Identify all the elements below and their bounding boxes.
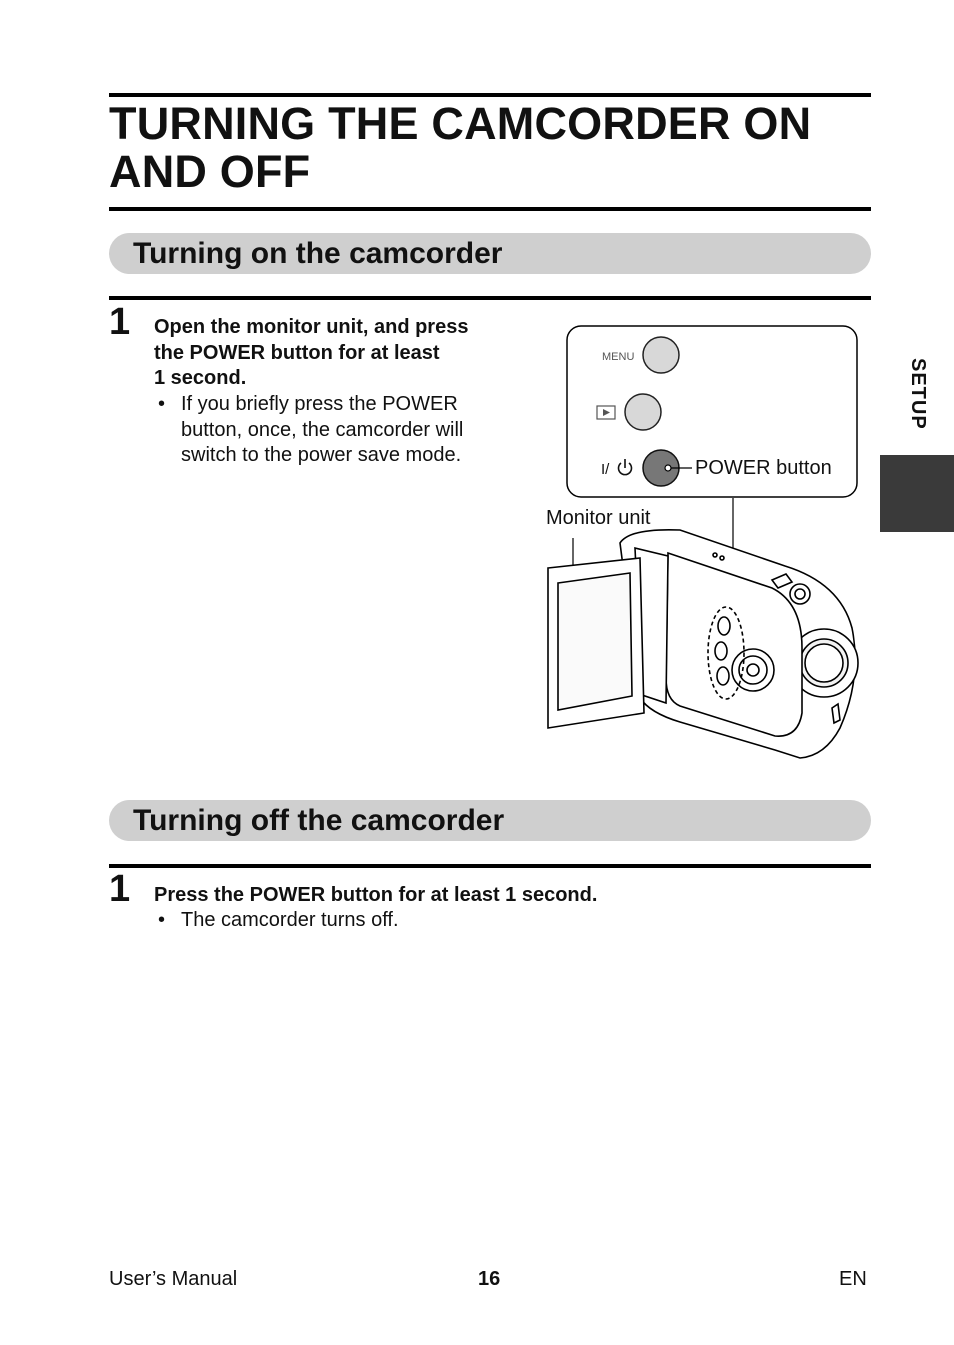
bullet-text <box>181 392 463 469</box>
page-number: 16 <box>478 1268 501 1290</box>
bullet-line: If you briefly press the POWER <box>181 393 458 415</box>
bullet-line: The camcorder turns off. <box>181 909 399 931</box>
title-bottom-rule <box>109 207 871 211</box>
instruction-line: the POWER button for at least <box>154 341 440 364</box>
playback-icon <box>597 406 615 419</box>
page-title-line-2: AND OFF <box>109 146 311 197</box>
step-number: 1 <box>109 868 131 910</box>
step-rule <box>109 296 871 300</box>
menu-label: MENU <box>602 351 635 363</box>
page-title-line-1: TURNING THE CAMCORDER ON <box>109 98 812 149</box>
power-symbol-label: I/ <box>601 461 610 478</box>
section-heading-text: Turning off the camcorder <box>133 804 505 837</box>
playback-button-icon <box>625 394 661 430</box>
section-heading-turning-off <box>109 800 871 841</box>
footer-right: EN <box>839 1268 867 1290</box>
instruction-line: Press the POWER button for at least 1 second. <box>154 884 598 906</box>
step-rule <box>109 864 871 868</box>
bullet-line: switch to the power save mode. <box>181 444 462 466</box>
instruction-line: 1 second. <box>154 367 247 389</box>
title-top-rule <box>109 93 871 97</box>
menu-button-icon <box>643 337 679 373</box>
step-instruction <box>154 315 468 392</box>
instruction-line: Open the monitor unit, and press <box>154 316 469 338</box>
section-heading-text: Turning on the camcorder <box>133 237 503 270</box>
bullet-text <box>181 908 399 934</box>
camcorder-illustration <box>540 318 870 768</box>
side-tab-marker <box>880 455 954 532</box>
camcorder-drawing <box>548 530 858 758</box>
footer-left: User’s Manual <box>109 1268 238 1290</box>
page-title <box>109 100 871 196</box>
bullet-dot: • <box>158 909 166 931</box>
step-instruction <box>154 883 597 909</box>
bullet-line: button, once, the camcorder will <box>181 418 464 441</box>
step-number: 1 <box>109 301 131 343</box>
power-button-callout: POWER button <box>695 457 832 479</box>
section-heading-turning-on <box>109 233 871 274</box>
side-tab-label: SETUP <box>907 358 929 430</box>
monitor-unit-callout: Monitor unit <box>546 507 651 529</box>
bullet-dot: • <box>158 393 166 415</box>
